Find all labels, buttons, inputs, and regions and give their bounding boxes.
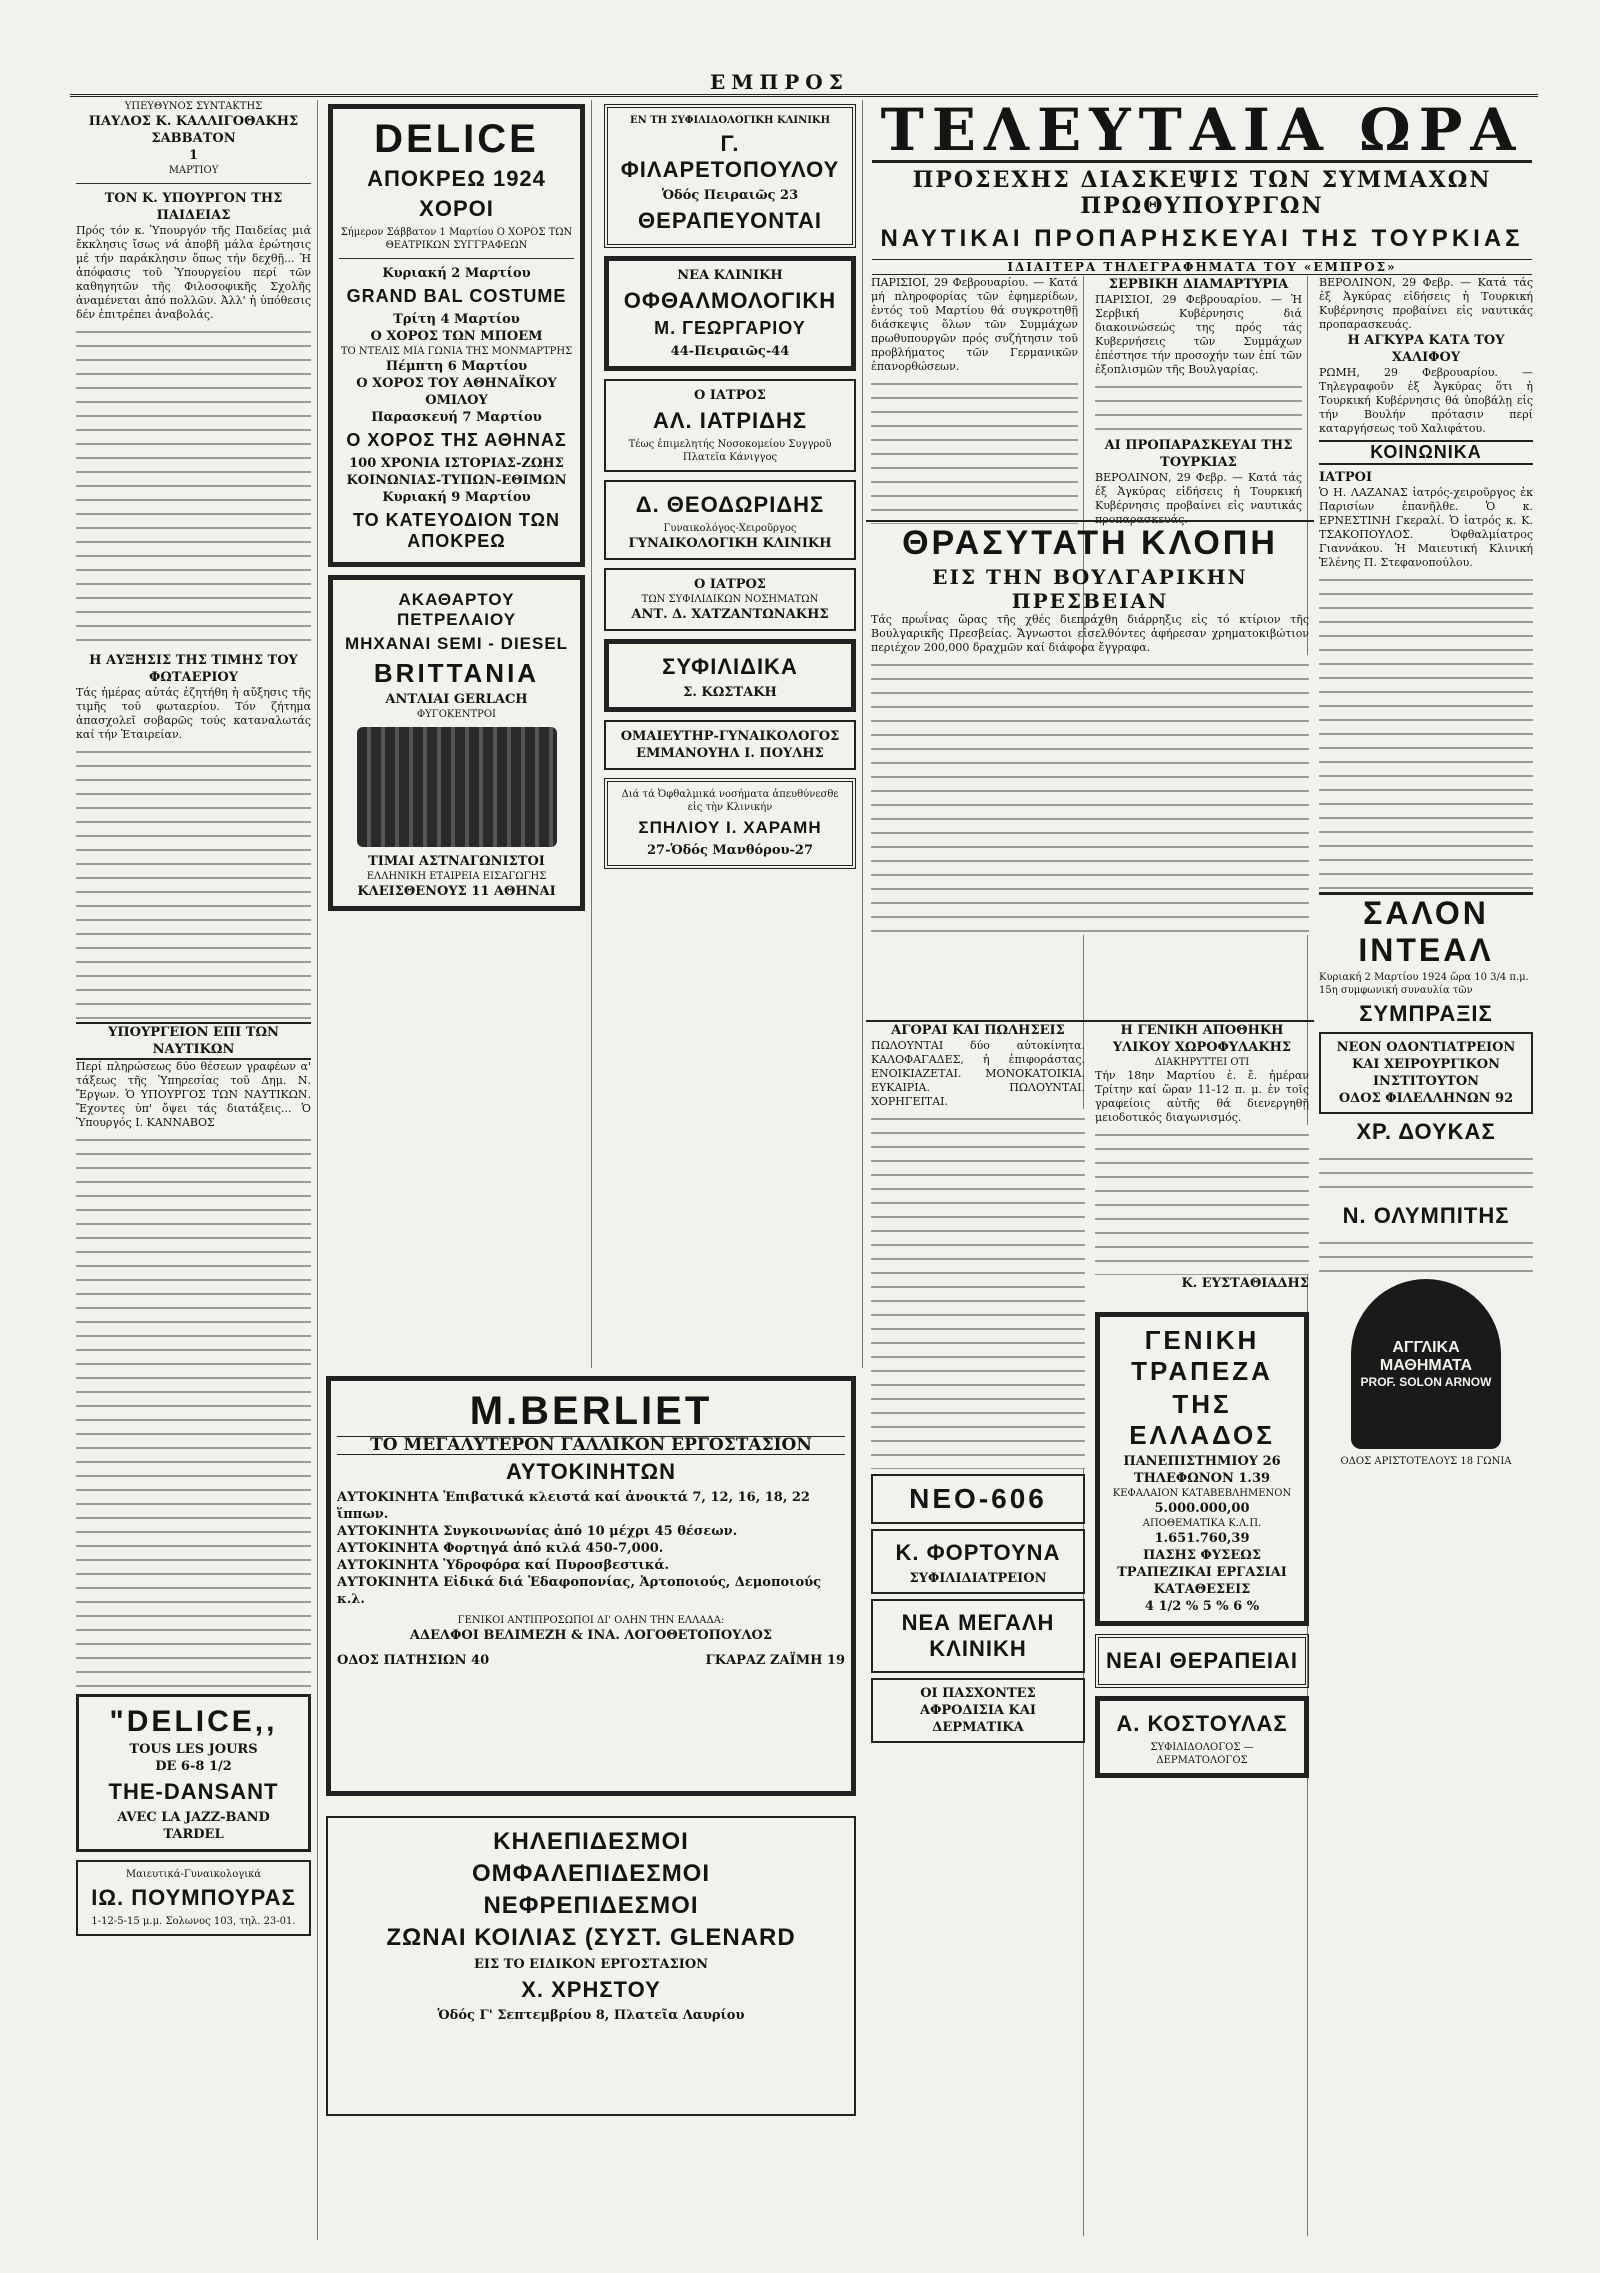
delice-ad-line2: DE 6-8 1/2: [155, 1759, 232, 1774]
delice-subtitle: ΑΠΟΚΡΕΩ 1924: [367, 166, 546, 191]
theft-head: ΘΡΑΣΥΤΑΤΗ ΚΛΟΠΗ: [902, 524, 1278, 562]
berliet-row-0: ΑΥΤΟΚΙΝΗΤΑ Ἐπιβατικά κλειστά καί ἀνοικτά 7, 12, 16, 18, 22 ἵππων.: [337, 1490, 810, 1522]
berliet-ad: [326, 1376, 856, 1796]
berliet-row-4: ΑΥΤΟΚΙΝΗΤΑ Εἰδικά διά Ἑδαφοπονίας, Ἀρτοποιούς, Δεμοποιούς κ.λ.: [337, 1575, 822, 1607]
berliet-title: M.BERLIET: [469, 1389, 713, 1433]
eye-name: Μ. ΓΕΩΡΓΑΡΙΟΥ: [654, 318, 806, 338]
english-prof: PROF. SOLON ARNOW: [1360, 1375, 1492, 1389]
column-3: [598, 100, 863, 1368]
kostoulas-name: Α. ΚΟΣΤΟΥΛΑΣ: [1116, 1711, 1288, 1736]
bank-reserve: 1.651.760,39: [1154, 1531, 1250, 1546]
theft-filler: [871, 655, 1309, 935]
bandages-l5: ΕΙΣ ΤΟ ΕΙΔΙΚΟΝ ΕΡΓΟΣΤΑΣΙΟΝ: [473, 1957, 709, 1972]
turkey-head: ΑΙ ΠΡΟΠΑΡΑΣΚΕΥΑΙ ΤΗΣ ΤΟΥΡΚΙΑΣ: [1104, 438, 1293, 470]
article-1-filler: [76, 322, 311, 652]
delice-title: DELICE: [374, 117, 539, 161]
ortho-addr: ΟΔΟΣ ΦΙΛΕΛΛΗΝΩΝ 92: [1338, 1091, 1514, 1106]
engine-addr: ΚΛΕΙΣΘΕΝΟΥΣ 11 ΑΘΗΝΑΙ: [357, 884, 556, 899]
berliet-phone: ΓΚΑΡΑΖ ΖΑΪΜΗ 19: [705, 1653, 845, 1668]
salon-title: ΣΑΛΟΝ ΙΝΤΕΑΛ: [1319, 892, 1533, 969]
doctor-ad-line2: 1-12-5-15 μ.μ. Σολωνος 103, τηλ. 23-01.: [91, 1916, 296, 1927]
engine-ad: [328, 575, 585, 911]
bank-addr: ΠΑΝΕΠΙΣΤΗΜΙΟΥ 26: [1123, 1454, 1281, 1469]
editor-label: ΥΠΕΥΘΥΝΟΣ ΣΥΝΤΑΚΤΗΣ: [124, 101, 263, 112]
eye-addr: 44-Πειραιῶς-44: [670, 344, 790, 359]
doctor-ad-name: ΙΩ. ΠΟΥΜΠΟΥΡΑΣ: [91, 1885, 296, 1910]
gyn-title: ΟΜΑΙΕΥΤΗΡ-ΓΥΝΑΙΚΟΛΟΓΟΣ: [620, 729, 840, 744]
berliet-row-2: ΑΥΤΟΚΙΝΗΤΑ Φορτηγά ἀπό κιλά 450-7,000.: [337, 1541, 664, 1556]
clinic-ad: [604, 104, 856, 248]
charami-name: ΣΠΗΛΙΟΥ Ι. ΧΑΡΑΜΗ: [638, 818, 822, 837]
delice-life: ΚΟΙΝΩΝΙΑΣ-ΤΥΠΩΝ-ΕΘΙΜΩΝ: [346, 473, 567, 488]
bank-ad: [1095, 1312, 1309, 1626]
delice-fri7: Παρασκευή 7 Μαρτίου: [371, 410, 542, 425]
patients-title: ΟΙ ΠΑΣΧΟΝΤΕΣ: [920, 1686, 1036, 1701]
olympitis-name: Ν. ΟΛΥΜΠΙΤΗΣ: [1342, 1203, 1510, 1228]
delice-sun9-event: ΤΟ ΚΑΤΕΥΟΔΙΟΝ ΤΩΝ ΑΠΟΚΡΕΩ: [352, 510, 561, 551]
iatridis-addr: Πλατεῖα Κάνιγγος: [682, 452, 778, 463]
depot-and-bank: [1090, 1020, 1314, 1786]
column-1: [70, 100, 318, 2240]
therapies-ad: [1095, 1634, 1309, 1688]
serbia-filler: [1095, 377, 1302, 437]
delice-carnival-ad: [328, 104, 585, 567]
clinic-name: Γ. ΦΙΛΑΡΕΤΟΠΟΥΛΟΥ: [620, 131, 840, 182]
delice-thu6-event: Ο ΧΟΡΟΣ ΤΟΥ ΑΘΗΝΑΪΚΟΥ ΟΜΙΛΟΥ: [356, 376, 557, 408]
berliet-agents: ΓΕΝΙΚΟΙ ΑΝΤΙΠΡΟΣΩΠΟΙ ΔΙ' ΟΛΗΝ ΤΗΝ ΕΛΛΑΔΑ:: [457, 1615, 725, 1626]
column-4-latest-news: [866, 100, 1538, 2240]
hatz-name: ΑΝΤ. Δ. ΧΑΤΖΑΝΤΩΝΑΚΗΣ: [631, 607, 829, 622]
delice-word: ΧΟΡΟΙ: [419, 196, 494, 221]
paris-text: ΠΑΡΙΣΙΟΙ, 29 Φεβρουαρίου. — Κατά μή πληροφορίας τῶν ἐφημερίδων, ἐντός τοῦ Μαρτίου θά συγκροτηθῇ διάσκεψις ὅλων τῶν Συμμάχων πρωθυπουργῶν πρός συζήτησιν τοῦ προβλήματος τῶν Γερμανικῶν ἐπανορθώσεων.: [871, 276, 1078, 373]
bandages-l4: ΖΩΝΑΙ ΚΟΙΛΙΑΣ (ΣΥΣΤ. GLENARD: [386, 1924, 796, 1951]
new-clinic-ad: [871, 1599, 1085, 1673]
engine-title: ΑΚΑΘΑΡΤΟΥ ΠΕΤΡΕΛΑΙΟΥ: [396, 590, 517, 629]
doukas-filler: [1319, 1149, 1533, 1199]
iatridis-label: Ο ΙΑΤΡΟΣ: [694, 388, 766, 403]
fortuna-sub: ΣΥΦΙΛΙΔΙΑΤΡΕΙΟΝ: [909, 1571, 1047, 1586]
article-3-text: Περί πληρώσεως δύο θέσεων γραφέων α' τάξεως τῆς Ὑπηρεσίας τοῦ Δημ. Ν. Ἔργων. Ὁ ΥΠΟΥΡΓΟΣ ΤΩΝ ΝΑΥΤΙΚΩΝ. Ἔχοντες ὑπ' ὄψει τάς διατάξεις... Ὁ Ὑπουργός Ι. ΚΑΝΝΑΒΟΣ: [76, 1060, 311, 1129]
hatz-label: Ο ΙΑΤΡΟΣ: [694, 577, 766, 592]
ortho-title: ΝΕΟΝ ΟΔΟΝΤΙΑΤΡΕΙΟΝ ΚΑΙ ΧΕΙΡΟΥΡΓΙΚΟΝ ΙΝΣΤΙΤΟΥΤΟΝ: [1336, 1040, 1516, 1089]
subheadline: ΝΑΥΤΙΚΑΙ ΠΡΟΠΑΡΗΣΚΕΥΑΙ ΤΗΣ ΤΟΥΡΚΙΑΣ: [880, 225, 1524, 252]
berliet-row-1: ΑΥΤΟΚΙΝΗΤΑ Συγκοινωνίας ἀπό 10 μέχρι 45 θέσεων.: [337, 1524, 738, 1539]
article-2-text: Τάς ἡμέρας αὐτάς ἐζητήθη ἡ αὔξησις τῆς τιμῆς τοῦ φωταερίου. Τόν ζήτημα ἀπασχολεῖ σοβαρῶς τούς καταναλωτάς καί τήν Ἑταιρείαν.: [76, 686, 311, 741]
newspaper-name: ΕΜΠΡΟΣ: [710, 70, 849, 94]
neo606-ad: [871, 1474, 1085, 1524]
issue-date: 1: [188, 148, 199, 163]
new-clinic-title: ΝΕΑ ΜΕΓΑΛΗ ΚΛΙΝΙΚΗ: [901, 1610, 1055, 1661]
english-lessons-bell: [1351, 1279, 1501, 1449]
engine-company: ΕΛΛΗΝΙΚΗ ΕΤΑΙΡΕΙΑ ΕΙΣΑΓΩΓΗΣ: [366, 871, 547, 882]
delice-tue4: Τρίτη 4 Μαρτίου: [393, 312, 520, 327]
berliet-agent-names: ΑΔΕΛΦΟΙ ΒΕΛΙΜΕΖΗ & ΙΝΑ. ΛΟΓΟΘΕΤΟΠΟΥΛΟΣ: [409, 1628, 773, 1643]
bandages-name: Χ. ΧΡΗΣΤΟΥ: [521, 1977, 661, 2002]
berliet-line1: ΤΟ ΜΕΓΑΛΥΤΕΡΟΝ ΓΑΛΛΙΚΟΝ ΕΡΓΟΣΤΑΣΙΟΝ: [337, 1436, 845, 1455]
ortho-ad: [1319, 1032, 1533, 1114]
paris-filler: [871, 374, 1078, 524]
charami-addr: 27-Ὁδός Μανθόρου-27: [647, 843, 813, 858]
berliet-line2: ΑΥΤΟΚΙΝΗΤΩΝ: [505, 1459, 677, 1484]
article-1-title: ΤΟΝ Κ. ΥΠΟΥΡΓΟΝ ΤΗΣ ΠΑΙΔΕΙΑΣ: [104, 191, 283, 223]
depot-sub: ΥΛΙΚΟΥ ΧΩΡΟΦΥΛΑΚΗΣ: [1112, 1040, 1292, 1055]
delice-ad-title: "DELICE,,: [109, 1705, 278, 1738]
issue-month: ΜΑΡΤΙΟΥ: [168, 165, 219, 176]
bandages-l3: ΝΕΦΡΕΠΙΔΕΣΜΟΙ: [483, 1892, 699, 1919]
hatz-line: ΤΩΝ ΣΥΦΙΛΙΔΙΚΩΝ ΝΟΣΗΜΑΤΩΝ: [641, 594, 819, 605]
delice-ad-line3: THE-DANSANT: [108, 1779, 279, 1804]
english-title: ΑΓΓΛΙΚΑ ΜΑΘΗΜΑΤΑ: [1379, 1339, 1473, 1374]
engine-prices: ΤΙΜΑΙ ΑΣΤΝΑΓΩΝΙΣΤΟΙ: [368, 854, 545, 869]
delice-tue4-event: Ο ΧΟΡΟΣ ΤΩΝ ΜΠΟΕΜ: [370, 329, 543, 344]
clinic-title: ΕΝ ΤΗ ΣΥΦΙΛΙΔΟΛΟΓΙΚΗ ΚΛΙΝΙΚΗ: [629, 115, 831, 126]
newspaper-page: [70, 72, 1538, 2247]
delice-intro: Σήμερον Σάββατον 1 Μαρτίου Ο ΧΟΡΟΣ ΤΩΝ ΘΕΑΤΡΙΚΩΝ ΣΥΓΓΡΑΦΕΩΝ: [340, 227, 573, 251]
classifieds: [866, 1020, 1090, 1748]
syphilis-ad: [604, 639, 856, 712]
delice-grand: GRAND BAL COSTUME: [346, 286, 567, 306]
hatzantonakis-ad: [604, 568, 856, 631]
iatridis-name: ΑΛ. ΙΑΤΡΙΔΗΣ: [652, 408, 808, 433]
iatridis-ad: [604, 379, 856, 472]
delice-sun9: Κυριακή 9 Μαρτίου: [382, 490, 531, 505]
engine-subtitle: ΜΗΧΑΝΑΙ SEMI - DIESEL: [344, 634, 569, 653]
gynecologist-ad: [604, 720, 856, 770]
bank-rates: 4 1/2 % 5 % 6 %: [1144, 1599, 1260, 1614]
syph-name: Σ. ΚΩΣΤΑΚΗ: [683, 685, 777, 700]
delice-ad-line4: AVEC LA JAZZ-BAND: [117, 1810, 270, 1825]
delice-thu6: Πέμπτη 6 Μαρτίου: [385, 359, 528, 374]
bank-capital: 5.000.000,00: [1154, 1501, 1250, 1516]
bank-capital-label: ΚΕΦΑΛΑΙΟΝ ΚΑΤΑΒΕΒΛΗΜΕΝΟΝ: [1112, 1488, 1292, 1499]
syph-title: ΣΥΦΙΛΙΔΙΚΑ: [662, 654, 798, 679]
depot-head: Η ΓΕΝΙΚΗ ΑΠΟΘΗΚΗ: [1120, 1023, 1284, 1038]
bandages-addr: Ὁδός Γ' Σεπτεμβρίου 8, Πλατεῖα Λαυρίου: [437, 2008, 745, 2023]
depot-filler: [1095, 1125, 1309, 1275]
bandages-l2: ΟΜΦΑΛΕΠΙΔΕΣΜΟΙ: [471, 1860, 711, 1887]
latest-hour-title: ΤΕΛΕΥΤΑΙΑ ΩΡΑ: [872, 100, 1532, 163]
kostoulas-ad: [1095, 1696, 1309, 1778]
iatroi-head: ΙΑΤΡΟΙ: [1319, 470, 1373, 485]
depot-text: Τήν 18ην Μαρτίου ἐ. ἔ. ἡμέραν Τρίτην καί ὥραν 11-12 π. μ. ἐν τοῖς γραφείοις αὐτῆς θά διενεργηθῇ μειοδοτικός διαγωνισμός.: [1095, 1069, 1309, 1124]
editor-name: ΠΑΥΛΟΣ Κ. ΚΑΛΛΙΓΟΘΑΚΗΣ: [88, 114, 299, 129]
iatridis-line: Τέως ἐπιμελητής Νοσοκομείου Συγγροῦ: [628, 439, 832, 450]
doctor-poumpouras-ad: [76, 1860, 311, 1936]
depot-sign: Κ. ΕΥΣΤΑΘΙΑΔΗΣ: [1181, 1276, 1309, 1291]
agora-text: ΠΩΛΟΥΝΤΑΙ δύο αὐτοκίνητα. ΚΑΛΟΦΑΓΑΔΕΣ, ἡ ἐπιφοράστας. ΕΝΟΙΚΙΑΖΕΤΑΙ. ΜΟΝΟΚΑΤΟΙΚΙΑ. ΕΥΚΑΙΡΙΑ. ΠΩΛΟΥΝΤΑΙ. ΧΟΡΗΓΕΙΤΑΙ.: [871, 1039, 1085, 1108]
kostoulas-sub: ΣΥΦΙΛΙΔΟΛΟΓΟΣ — ΔΕΡΜΑΤΟΛΟΓΟΣ: [1150, 1742, 1254, 1766]
eye-clinic-ad: [604, 256, 856, 371]
berliet-row-3: ΑΥΤΟΚΙΝΗΤΑ Ὑδροφόρα καί Πυροσβεστικά.: [337, 1558, 669, 1573]
fortuna-name: Κ. ΦΟΡΤΟΥΝΑ: [895, 1540, 1061, 1565]
turkey-continued: ΒΕΡΟΛΙΝΟΝ, 29 Φεβρ. — Κατά τάς ἐξ Ἀγκύρας εἰδήσεις ἡ Τουρκική Κυβέρνησις προβαίνει εἰς ναυτικάς προπαρασκευάς.: [1319, 276, 1533, 331]
theft-text: Τάς πρωΐνας ὥρας τῆς χθές διεπράχθη διάρρηξις εἰς τό κτίριον τῆς Βουλγαρικῆς Πρεσβείας. Ἄγνωστοι εἰσελθόντες ἀφήρεσαν χρηματοκιβώτιον περιέχον 200,000 δραχμῶν καί διάφορα ἔγγραφα.: [871, 613, 1309, 654]
serbia-text: ΠΑΡΙΣΙΟΙ, 29 Φεβρουαρίου. — Ἡ Σερβική Κυβέρνησις διά διακοινώσεώς της πρός τάς Κυβερνήσεις τῶν Συμμάχων ἐπέστησε τήν προσοχήν των ἐπί τῶν ἐξοπλισμῶν τῆς Βουλγαρίας.: [1095, 293, 1302, 376]
delice-ad-line5: TARDEL: [163, 1827, 224, 1842]
berliet-addr: ΟΔΟΣ ΠΑΤΗΣΙΩΝ 40: [337, 1653, 490, 1668]
delice-years: 100 ΧΡΟΝΙΑ ΙΣΤΟΡΙΑΣ-ΖΩΗΣ: [349, 456, 564, 471]
charami-line: Διά τά Ὀφθαλμικά νοσήματα ἀπευθύνεσθε εἰς τὴν Κλινικήν: [621, 789, 839, 813]
agora-head: ΑΓΟΡΑΙ ΚΑΙ ΠΩΛΗΣΕΙΣ: [891, 1023, 1065, 1038]
neo606-title: ΝΕΟ-606: [909, 1483, 1047, 1514]
bank-sub: ΤΗΣ ΕΛΛΑΔΟΣ: [1129, 1389, 1275, 1450]
theodoridis-clinic: ΓΥΝΑΙΚΟΛΟΓΙΚΗ ΚΛΙΝΙΚΗ: [628, 536, 832, 551]
social-head: ΚΟΙΝΩΝΙΚΑ: [1319, 440, 1533, 465]
engine-line: ΑΝΤΛΙΑΙ GERLACH: [385, 692, 528, 707]
engine-brand: BRITTANIA: [373, 658, 540, 688]
turkey-text: ΒΕΡΟΛΙΝΟΝ, 29 Φεβρ. — Κατά τάς ἐξ Ἀγκύρας εἰδήσεις ἡ Τουρκική Κυβέρνησις προβαίνει εἰς ναυτικάς προπαρασκευάς.: [1095, 471, 1302, 526]
bandages-l1: ΚΗΛΕΠΙΔΕΣΜΟΙ: [493, 1828, 689, 1855]
iatroi-text: Ὁ Η. ΛΑΖΑΝΑΣ ἰατρός-χειροῦργος ἐκ Παρισίων ἐπανῆλθε. Ὁ κ. ΕΡΝΕΣΤΙΝΗ Γκεραλί. Ὁ ἰατρός κ. Κ. ΤΣΑΚΟΠΟΥΛΟΣ. Ὀφθαλμίατρος Γιαννάκου. Ἡ Μαιευτική Κλινική Ἑλένης Π. Στεφανοπούλου.: [1319, 486, 1533, 569]
article-3-title: ΥΠΟΥΡΓΕΙΟΝ ΕΠΙ ΤΩΝ ΝΑΥΤΙΚΩΝ: [76, 1022, 311, 1060]
article-2-title: Η ΑΥΞΗΣΙΣ ΤΗΣ ΤΙΜΗΣ ΤΟΥ ΦΩΤΑΕΡΙΟΥ: [89, 653, 298, 685]
bank-phone: ΤΗΛΕΦΩΝΟΝ 1.39: [1133, 1471, 1271, 1486]
article-3-filler: [76, 1130, 311, 1690]
engine-pumps: ΦΥΓΟΚΕΝΤΡΟΙ: [416, 709, 496, 720]
patients-ad: [871, 1678, 1085, 1743]
fortuna-ad: [871, 1529, 1085, 1594]
agyra-head: Η ΑΓΚΥΡΑ ΚΑΤΑ ΤΟΥ ΧΑΛΙΦΟΥ: [1347, 333, 1505, 365]
article-1-text: Πρός τόν κ. Ὑπουργόν τῆς Παιδείας μιά ἔκκλησις ἴσως νά ἀποβῆ μάλα ἐρώτησις μέ τήν παράκλησιν ὅπως τήν δεχθῇ... Ἡ ἀπόφασις τοῦ Ὑπουργείου περί τῶν καθηγητῶν τῆς Φιλοσοφικῆς Σχολῆς ἀναμένεται ἀπό πολλῶν. Ἀλλ' ἡ ὑπόθεσις δέν ἐπιτρέπει ἀναβολάς.: [76, 224, 311, 321]
theft-sub: ΕΙΣ ΤΗΝ ΒΟΥΛΓΑΡΙΚΗΝ ΠΡΕΣΒΕΙΑΝ: [932, 565, 1248, 613]
depot-note: ΔΙΑΚΗΡΥΤΤΕΙ ΟΤΙ: [1154, 1057, 1250, 1068]
serbia-head: ΣΕΡΒΙΚΗ ΔΙΑΜΑΡΤΥΡΙΑ: [1108, 277, 1289, 292]
bank-reserve-label: ΑΠΟΘΕΜΑΤΙΚΑ Κ.Λ.Π.: [1142, 1518, 1262, 1529]
delice-note: ΤΟ ΝΤΕΛΙΣ ΜΙΑ ΓΩΝΙΑ ΤΗΣ ΜΟΝΜΑΡΤΡΗΣ: [340, 346, 573, 357]
theft-article: [866, 520, 1314, 935]
therapies-title: ΝΕΑΙ ΘΕΡΑΠΕΙΑΙ: [1105, 1648, 1299, 1673]
salon-concerts: ΣΥΜΠΡΑΞΙΣ: [1359, 1001, 1493, 1026]
iatroi-filler: [1319, 570, 1533, 890]
engine-illustration: [357, 727, 557, 847]
patients-sub: ΑΦΡΟΔΙΣΙΑ ΚΑΙ ΔΕΡΜΑΤΙΚΑ: [919, 1703, 1037, 1735]
berliet-address-row: [337, 1652, 845, 1669]
bank-title: ΓΕΝΙΚΗ ΤΡΑΠΕΖΑ: [1131, 1325, 1273, 1386]
headline: ΠΡΟΣΕΧΗΣ ΔΙΑΣΚΕΨΙΣ ΤΩΝ ΣΥΜΜΑΧΩΝ ΠΡΩΘΥΠΟΥΡΓΩΝ: [912, 167, 1492, 219]
bank-deposits: ΚΑΤΑΘΕΣΕΙΣ: [1153, 1582, 1251, 1597]
agyra-text: ΡΩΜΗ, 29 Φεβρουαρίου. — Τηλεγραφοῦν ἐξ Ἀγκύρας ὅτι ἡ Τουρκική Κυβέρνησις θά ὑποβάλῃ εἰς τήν Βουλήν πρότασιν περί καταργήσεως τοῦ Χαλιφάτου.: [1319, 366, 1533, 435]
clinic-word: ΘΕΡΑΠΕΥΟΝΤΑΙ: [638, 208, 822, 233]
clinic-addr: Ὁδός Πειραιῶς 23: [661, 188, 799, 203]
telegrams-label: ΙΔΙΑΙΤΕΡΑ ΤΗΛΕΓΡΑΦΗΜΑΤΑ ΤΟΥ «ΕΜΠΡΟΣ»: [872, 259, 1532, 275]
theodoridis-name: Δ. ΘΕΟΔΩΡΙΔΗΣ: [635, 492, 825, 517]
delice-fri7-event: Ο ΧΟΡΟΣ ΤΗΣ ΑΘΗΝΑΣ: [346, 430, 567, 450]
doukas-name: ΧΡ. ΔΟΥΚΑΣ: [1356, 1119, 1496, 1144]
theodoridis-line: Γυναικολόγος-Χειροῦργος: [663, 523, 797, 534]
eye-title: ΟΦΘΑΛΜΟΛΟΓΙΚΗ: [623, 288, 837, 313]
bank-ops: ΠΑΣΗΣ ΦΥΣΕΩΣ ΤΡΑΠΕΖΙΚΑΙ ΕΡΓΑΣΙΑΙ: [1117, 1548, 1287, 1580]
column-2: [322, 100, 592, 1368]
doctor-ad-line1: Μαιευτικά-Γυναικολογικά: [125, 1869, 262, 1880]
salon-text: Κυριακή 2 Μαρτίου 1924 ὥρα 10 3/4 π.μ. 15η συμφωνική συναυλία τῶν: [1319, 972, 1529, 996]
delice-ad: [76, 1694, 311, 1852]
article-2-filler: [76, 742, 311, 1022]
gyn-name: ΕΜΜΑΝΟΥΗΛ Ι. ΠΟΥΛΗΣ: [636, 746, 824, 761]
masthead: [70, 72, 1538, 97]
charami-ad: [604, 778, 856, 869]
eye-head: ΝΕΑ ΚΛΙΝΙΚΗ: [677, 268, 783, 283]
english-addr: ΟΔΟΣ ΑΡΙΣΤΟΤΕΛΟΥΣ 18 ΓΩΝΙΑ: [1340, 1456, 1512, 1467]
theodoridis-ad: [604, 480, 856, 560]
bandages-ad: [326, 1816, 856, 2116]
olympitis-filler: [1319, 1233, 1533, 1273]
agora-filler: [871, 1109, 1085, 1469]
delice-ad-line1: TOUS LES JOURS: [129, 1742, 258, 1757]
delice-sun2: Κυριακή 2 Μαρτίου: [382, 266, 531, 281]
news-subcolumn-3: [1314, 276, 1538, 2236]
issue-day: ΣΑΒΒΑΤΟΝ: [151, 131, 236, 146]
